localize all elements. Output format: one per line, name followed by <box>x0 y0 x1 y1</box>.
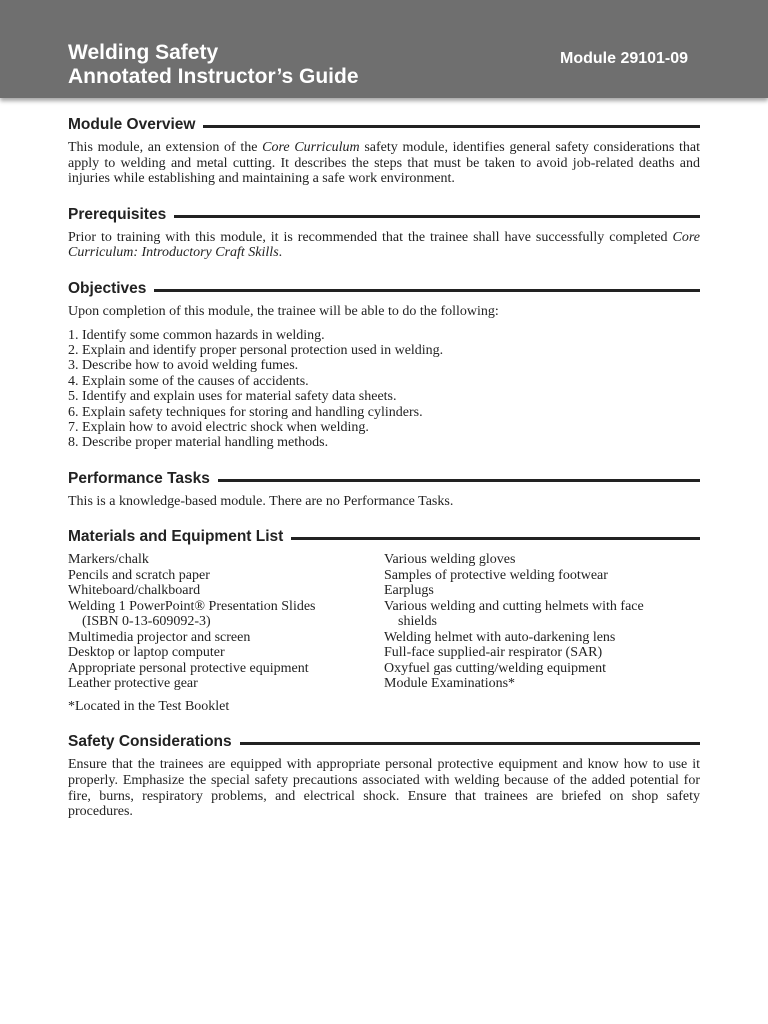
section-safety-considerations <box>68 733 700 819</box>
list-item: Pencils and scratch paper <box>68 567 210 583</box>
materials-left-column <box>68 552 384 692</box>
heading-rule <box>291 537 700 540</box>
heading-rule <box>240 742 700 745</box>
section-heading <box>68 206 700 224</box>
performance-paragraph: This is a knowledge-based module. There are no Performance Tasks. <box>68 493 454 509</box>
list-item: 7. Explain how to avoid electric shock when welding. <box>68 420 369 435</box>
title-line-2: Annotated Instructor’s Guide <box>68 65 359 88</box>
list-item: Desktop or laptop computer <box>68 645 225 661</box>
objectives-intro: Upon completion of this module, the trainee will be able to do the following: <box>68 303 499 319</box>
section-heading <box>68 280 700 298</box>
list-item: Appropriate personal protective equipment <box>68 660 309 676</box>
list-item: Full-face supplied-air respirator (SAR) <box>384 645 603 661</box>
list-item: 5. Identify and explain uses for material safety data sheets. <box>68 389 397 405</box>
section-heading <box>68 733 700 751</box>
heading-text: Materials and Equipment List <box>68 528 284 546</box>
list-item: Module Examinations* <box>384 676 516 692</box>
list-item: Various welding gloves <box>384 552 516 568</box>
heading-text: Prerequisites <box>68 205 167 223</box>
section-heading <box>68 116 700 134</box>
list-item: 2. Explain and identify proper personal protection used in welding. <box>68 342 444 358</box>
list-item: Oxyfuel gas cutting/welding equipment <box>384 660 607 676</box>
list-item: Welding helmet with auto-darkening lens <box>384 629 616 645</box>
prerequisites-paragraph: Prior to training with this module, it is recommended that the trainee shall have successfully completed Core Curriculum: Introductory Craft Skills. <box>68 229 700 261</box>
document-body <box>68 116 700 839</box>
heading-text: Module Overview <box>68 116 196 133</box>
list-item: 8. Describe proper material handling methods. <box>68 435 329 451</box>
objectives-list <box>68 328 700 451</box>
list-item: Whiteboard/chalkboard <box>68 583 201 599</box>
heading-rule <box>203 125 700 128</box>
list-item: 3. Describe how to avoid welding fumes. <box>68 358 299 374</box>
italic-reference: Core Curriculum <box>262 140 360 155</box>
heading-text: Objectives <box>68 279 147 297</box>
section-objectives <box>68 280 700 451</box>
page-header <box>0 0 768 98</box>
safety-paragraph: Ensure that the trainees are equipped with appropriate personal protective equipment and know how to use it properly. Emphasize the special safety precautions associated with welding because of the added potential for fire, burns, respiratory problems, and electrical shock. Ensure that trainees are briefed on shop safety procedures. <box>68 757 700 820</box>
list-item: Earplugs <box>384 583 434 599</box>
italic-reference: Core Curriculum: Introductory Craft Skills <box>68 229 700 261</box>
list-item: 4. Explain some of the causes of accidents. <box>68 373 309 389</box>
section-materials <box>68 528 700 714</box>
materials-right-column <box>384 552 700 692</box>
list-item: Leather protective gear <box>68 676 198 692</box>
heading-rule <box>154 289 700 292</box>
section-performance-tasks <box>68 470 700 510</box>
list-item: Markers/chalk <box>68 552 149 568</box>
heading-text: Safety Considerations <box>68 733 232 751</box>
module-number: Module 29101-09 <box>560 50 689 67</box>
list-item: 6. Explain safety techniques for storing and handling cylinders. <box>68 404 423 420</box>
list-item: Welding 1 PowerPoint® Presentation Slides <box>68 598 316 614</box>
list-item: Various welding and cutting helmets with face <box>384 598 644 614</box>
section-heading <box>68 470 700 488</box>
section-heading <box>68 528 700 546</box>
section-prerequisites <box>68 206 700 261</box>
footnote: *Located in the Test Booklet <box>68 698 230 714</box>
list-item: 1. Identify some common hazards in welding. <box>68 327 325 343</box>
list-item: shields <box>398 614 437 630</box>
materials-columns <box>68 552 700 692</box>
list-item: Multimedia projector and screen <box>68 629 251 645</box>
title-line-1: Welding Safety <box>68 41 219 64</box>
heading-rule <box>218 479 700 482</box>
list-item: Samples of protective welding footwear <box>384 567 608 583</box>
section-module-overview <box>68 116 700 187</box>
list-item: (ISBN 0-13-609092-3) <box>82 614 211 630</box>
heading-text: Performance Tasks <box>68 469 210 487</box>
document-title <box>68 41 359 89</box>
heading-rule <box>174 215 700 218</box>
overview-paragraph: This module, an extension of the Core Curriculum safety module, identifies general safety considerations that apply to welding and metal cutting. It describes the steps that must be taken to avoid job-related deaths and injuries while establishing and maintaining a safe work environment. <box>68 140 700 187</box>
